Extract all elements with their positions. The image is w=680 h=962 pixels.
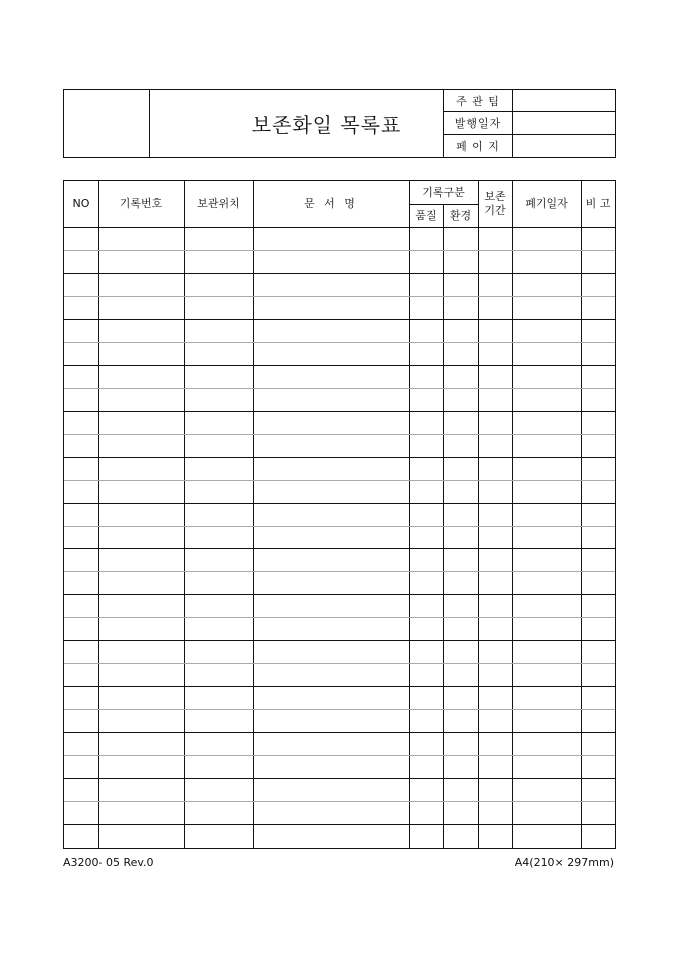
table-row-line xyxy=(64,663,615,664)
col-line xyxy=(253,181,254,848)
meta-value-page[interactable] xyxy=(513,135,615,157)
col-line xyxy=(98,181,99,848)
col-header-record-type: 기록구분 xyxy=(422,185,465,199)
meta-row-team xyxy=(444,90,615,112)
table-row-line xyxy=(64,434,615,435)
table-row-line xyxy=(64,250,615,251)
col-line xyxy=(512,181,513,848)
table-row-line xyxy=(64,319,615,320)
meta-value-team[interactable] xyxy=(513,90,615,111)
col-line xyxy=(184,181,185,848)
header-bottom-line xyxy=(64,227,615,228)
table-row-line xyxy=(64,640,615,641)
meta-row-page xyxy=(444,135,615,157)
meta-label-team: 주 관 팀 xyxy=(444,90,513,111)
col-header-doc-name: 문 서 명 xyxy=(304,197,358,210)
table-row-line xyxy=(64,594,615,595)
meta-value-issue-date[interactable] xyxy=(513,112,615,133)
col-line xyxy=(478,181,479,848)
table-row-line xyxy=(64,617,615,618)
table-row-line xyxy=(64,778,615,779)
table-row-line xyxy=(64,457,615,458)
table-row-line xyxy=(64,709,615,710)
file-list-table xyxy=(63,180,616,849)
table-row-line xyxy=(64,548,615,549)
col-header-retention: 보존 기간 xyxy=(484,190,506,217)
meta-label-page: 페 이 지 xyxy=(444,135,513,157)
col-header-environment: 환경 xyxy=(449,208,472,222)
col-header-remarks: 비 고 xyxy=(585,197,611,210)
table-row-line xyxy=(64,824,615,825)
col-header-disposal-date: 폐기일자 xyxy=(525,197,568,210)
paper-size: A4(210× 297mm) xyxy=(514,856,614,869)
table-row-line xyxy=(64,273,615,274)
col-line xyxy=(581,181,582,848)
table-row-line xyxy=(64,755,615,756)
table-row-line xyxy=(64,801,615,802)
document-title: 보존화일 목록표 xyxy=(251,113,402,137)
table-row-line xyxy=(64,480,615,481)
col-line xyxy=(409,181,410,848)
table-row-line xyxy=(64,296,615,297)
col-header-location: 보관위치 xyxy=(197,197,240,210)
table-row-line xyxy=(64,411,615,412)
table-row-line xyxy=(64,388,615,389)
meta-row-issue-date xyxy=(444,112,615,134)
table-row-line xyxy=(64,503,615,504)
meta-label-issue-date: 발행일자 xyxy=(444,112,513,133)
logo-cell xyxy=(64,90,150,157)
col-header-quality: 품질 xyxy=(415,208,437,222)
col-header-no: NO xyxy=(72,197,90,210)
table-row-line xyxy=(64,686,615,687)
col-header-record-no: 기록번호 xyxy=(119,197,163,210)
table-row-line xyxy=(64,342,615,343)
table-row-line xyxy=(64,365,615,366)
table-row-line xyxy=(64,526,615,527)
table-row-line xyxy=(64,571,615,572)
table-row-line xyxy=(64,732,615,733)
title-cell xyxy=(150,90,443,157)
meta-block xyxy=(443,90,615,157)
form-header xyxy=(63,89,616,158)
form-code: A3200- 05 Rev.0 xyxy=(63,856,154,869)
